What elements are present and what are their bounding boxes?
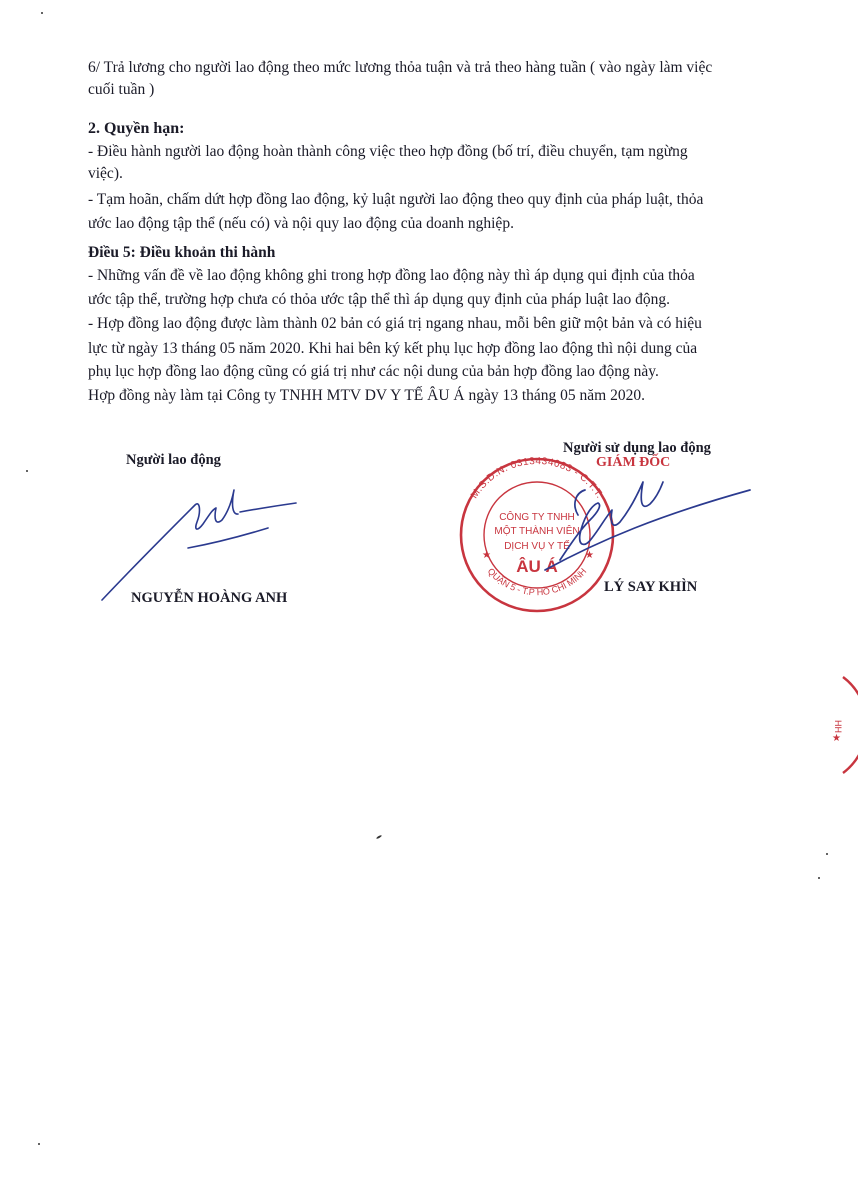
text-line: - Hợp đồng lao động được làm thành 02 bản có giá trị ngang nhau, mỗi bên giữ một bản và có hiệu	[88, 315, 702, 332]
scan-mark	[41, 12, 43, 14]
text-line: - Những vấn đề về lao động không ghi trong hợp đồng lao động này thì áp dụng qui định của thỏa	[88, 267, 695, 284]
employer-label: Người sử dụng lao động	[563, 440, 711, 456]
text-line: - Điều hành người lao động hoàn thành công việc theo hợp đồng (bố trí, điều chuyển, tạm ngừng	[88, 143, 688, 160]
text-line: việc).	[88, 165, 123, 182]
svg-text:HH: HH	[833, 720, 843, 733]
text-line: lực từ ngày 13 tháng 05 năm 2020. Khi hai bên ký kết phụ lục hợp đồng lao động thì nội dung của	[88, 340, 698, 357]
scan-mark	[818, 877, 820, 879]
text-line: ước tập thể, trường hợp chưa có thỏa ước tập thể thì áp dụng quy định của pháp luật lao động.	[88, 291, 671, 308]
stamp-outer-text: M.S.D.N: 0313434083 - C.T.T.	[469, 455, 606, 501]
employee-signature	[102, 490, 296, 600]
employee-name: NGUYỄN HOÀNG ANH	[131, 590, 288, 606]
text-line: phụ lục hợp đồng lao động cũng có giá trị như các nội dung của bản hợp đồng lao động này.	[88, 363, 659, 380]
stamp-star-icon: ★	[482, 550, 491, 561]
scan-mark	[26, 470, 28, 472]
employer-title: GIÁM ĐỐC	[596, 455, 671, 470]
text-line: ước lao động tập thể (nếu có) và nội quy lao động của doanh nghiệp.	[88, 215, 514, 232]
edge-star-icon: ★	[832, 733, 841, 744]
employer-name: LÝ SAY KHÌN	[604, 579, 698, 595]
company-stamp	[461, 456, 613, 611]
text-line: Hợp đồng này làm tại Công ty TNHH MTV DV Y TẾ ÂU Á ngày 13 tháng 05 năm 2020.	[88, 387, 645, 404]
stamp-line-2: MỘT THÀNH VIÊN	[494, 526, 580, 537]
stamp-line-4: ÂU Á	[516, 557, 558, 576]
article-heading: Điều 5: Điều khoản thi hành	[88, 244, 276, 261]
stamp-bottom-text: QUẬN 5 - T.P HỒ CHÍ MINH	[485, 566, 589, 598]
text-line: 6/ Trả lương cho người lao động theo mức lương thỏa tuận và trả theo hàng tuần ( vào ngày làm việc	[88, 59, 713, 76]
svg-text:M.S.D.N: 0313434083 - C.T.T.	[469, 456, 605, 501]
stamp-line-3: DỊCH VỤ Y TẾ	[504, 541, 570, 552]
scan-mark	[826, 853, 828, 855]
employee-label: Người lao động	[126, 452, 221, 468]
scan-mark	[38, 1143, 40, 1145]
edge-stamp-fragment	[818, 675, 858, 775]
text-line: cuối tuần )	[88, 81, 155, 98]
stamp-star-icon: ★	[585, 550, 594, 561]
section-heading: 2. Quyền hạn:	[88, 120, 185, 137]
text-line: - Tạm hoãn, chấm dứt hợp đồng lao động, kỷ luật người lao động theo quy định của pháp luật, thỏa	[88, 191, 704, 208]
stamp-line-1: CÔNG TY TNHH	[499, 512, 575, 523]
